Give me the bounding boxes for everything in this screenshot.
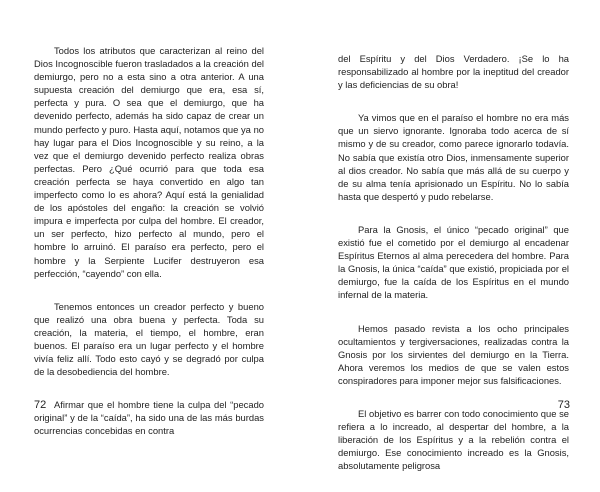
paragraph: del Espíritu y del Dios Verdadero. ¡Se lo ha responsabilizado al hombre por la ineptitud del creador y las deficiencias de su obra! xyxy=(338,53,569,91)
paragraph: Ya vimos que en el paraíso el hombre no era más que un siervo ignorante. Ignoraba todo acerca de sí mismo y de su creador, como parece ignorarlo todavía. No sabía que existía otro Dios, inmensamente superior al dios creador. No sabía que más allá de su cuerpo y de su alma tenía aprisionado un Espíritu. No lo sabía hasta que despertó y pudo rebelarse. xyxy=(338,112,569,202)
right-page xyxy=(300,0,600,472)
paragraph: Todos los atributos que caracterizan al reino del Dios Incognoscible fueron trasladados a la creación del demiurgo, pero no a esta sino a otra anterior. A una supuesta creación del demiurgo que era, esa sí, perfecta y pura. O sea que el demiurgo, que ha devenido perfecto, además ha sido capaz de crear un mundo perfecto y puro. Hasta aquí, notamos que ya no hay lugar para el Dios Incognoscible y su reino, a la vez que el demiurgo devenido perfecto realiza obras perfectas. Pero ¿Qué ocurrió para que toda esa creación perfecta se haya convertido en algo tan imperfecto como lo es ahora? Aquí está la genialidad de los apóstoles del engaño: la creación se volvió impura e imperfecta por culpa del hombre. El creador, un ser perfecto, hizo perfecto al mundo, pero el hombre lo arruinó. El paraíso era perfecto, pero el hombre y la Serpiente Lucifer destruyeron esa perfección, “cayendo” con ella. xyxy=(34,45,264,279)
paragraph: Afirmar que el hombre tiene la culpa del “pecado original” y de la “caída”, ha sido una de las más burdas ocurrencias concebidas en contra xyxy=(34,399,264,437)
page-number: 73 xyxy=(557,399,570,411)
paragraph: Para la Gnosis, el único “pecado original” que existió fue el cometido por el demiurgo al encadenar Espíritus Eternos al alma perecedera del hombre. Para la Gnosis, la única “caída” que existió, propiciada por el demiurgo, fue la caída de los Espíritus en el mundo infernal de la materia. xyxy=(338,223,569,301)
left-page xyxy=(0,0,300,458)
left-page-text xyxy=(34,44,264,458)
right-page-text xyxy=(338,52,569,492)
paragraph: El objetivo es barrer con todo conocimiento que se refiera a lo increado, al despertar del hombre, a la liberación de los Espíritus y a la rebelión contra el demiurgo. Ese conocimiento increado es la Gnosis, absolutamente peligrosa xyxy=(338,407,569,472)
paragraph: Hemos pasado revista a los ocho principales ocultamientos y tergiversaciones, realizadas contra la Gnosis por los sirvientes del demiurgo en la Tierra. Ahora veremos los medios de que se valen estos conspiradores para imponer mejor sus falsificaciones. xyxy=(338,322,569,386)
paragraph: Tenemos entonces un creador perfecto y bueno que realizó una obra buena y perfecta. Toda su creación, la materia, el tiempo, el hombre, eran buenos. El paraíso era un lugar perfecto y el hombre vivía feliz allí. Todo esto cayó y se degradó por culpa de la desobediencia del hombre. xyxy=(34,300,264,378)
page-number: 72 xyxy=(34,399,47,411)
